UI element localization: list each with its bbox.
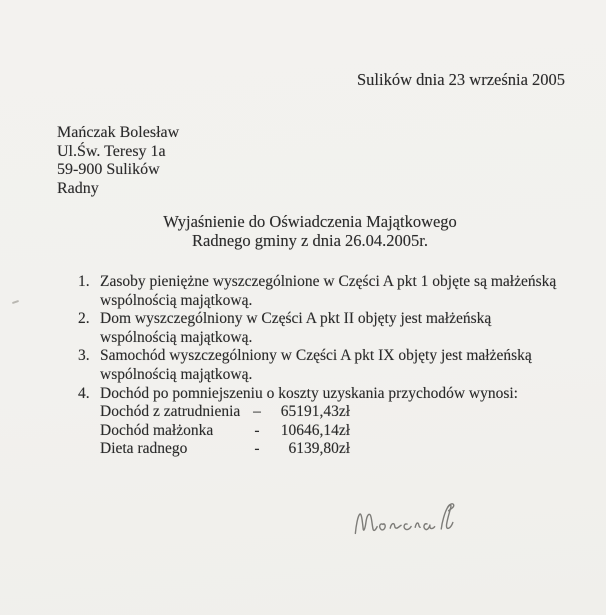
income-row-spouse [100, 422, 556, 441]
title-line-2: Radnego gminy z dnia 26.04.2005r. [191, 230, 428, 250]
item-text [100, 310, 491, 347]
item-text [100, 347, 532, 384]
date-line: Sulików dnia 23 września 2005 [357, 70, 566, 89]
income-label: Dochód małżonka [100, 421, 214, 439]
income-label: Dochód z zatrudnienia [100, 403, 241, 421]
income-value: 65191,43zł [280, 403, 350, 421]
item-text [100, 385, 518, 404]
document-title [7, 213, 606, 250]
income-row-employment [100, 403, 556, 422]
income-label: Dieta radnego [100, 440, 188, 458]
income-dash: - [254, 440, 260, 458]
signature-handwriting [349, 496, 471, 548]
income-dash: - [254, 421, 260, 439]
income-dash: – [253, 403, 261, 421]
income-row-allowance [100, 440, 556, 459]
income-value: 10646,14zł [280, 421, 350, 439]
income-table [100, 403, 556, 459]
sender-block [57, 124, 179, 198]
numbered-list [78, 273, 556, 459]
signature-stroke [349, 496, 471, 548]
item-number: 4. [78, 384, 90, 402]
item-line: Zasoby pieniężne wyszczególnione w Części A pkt 1 objęte są małżeńską [100, 273, 557, 290]
item-line: wspólnością majątkową. [100, 328, 253, 346]
list-item-4 [78, 385, 556, 404]
list-item-1 [78, 273, 556, 310]
item-number: 2. [78, 310, 90, 328]
sender-name: Mańczak Bolesław [57, 124, 180, 141]
item-line: Dom wyszczególniony w Części A pkt II objęty jest małżeńską [100, 310, 492, 328]
item-line: wspólnością majątkową. [100, 291, 253, 309]
sender-street: Ul.Św. Teresy 1a [57, 142, 166, 160]
item-line: Dochód po pomniejszeniu o koszty uzyskania przychodów wynosi: [100, 384, 518, 402]
title-line-1: Wyjaśnienie do Oświadczenia Majątkowego [163, 212, 457, 231]
sender-role: Radny [57, 179, 99, 197]
item-number: 3. [78, 347, 90, 365]
item-text [100, 273, 556, 310]
list-item-3 [78, 347, 556, 384]
item-line: wspólnością majątkową. [100, 365, 253, 383]
income-value: 6139,80zł [288, 440, 350, 458]
item-line: Samochód wyszczególniony w Części A pkt IX objęty jest małżeńską [100, 347, 532, 365]
item-number: 1. [78, 273, 90, 290]
list-item-2 [78, 310, 556, 347]
pencil-speck [12, 300, 19, 304]
sender-city: 59-900 Sulików [57, 161, 160, 179]
